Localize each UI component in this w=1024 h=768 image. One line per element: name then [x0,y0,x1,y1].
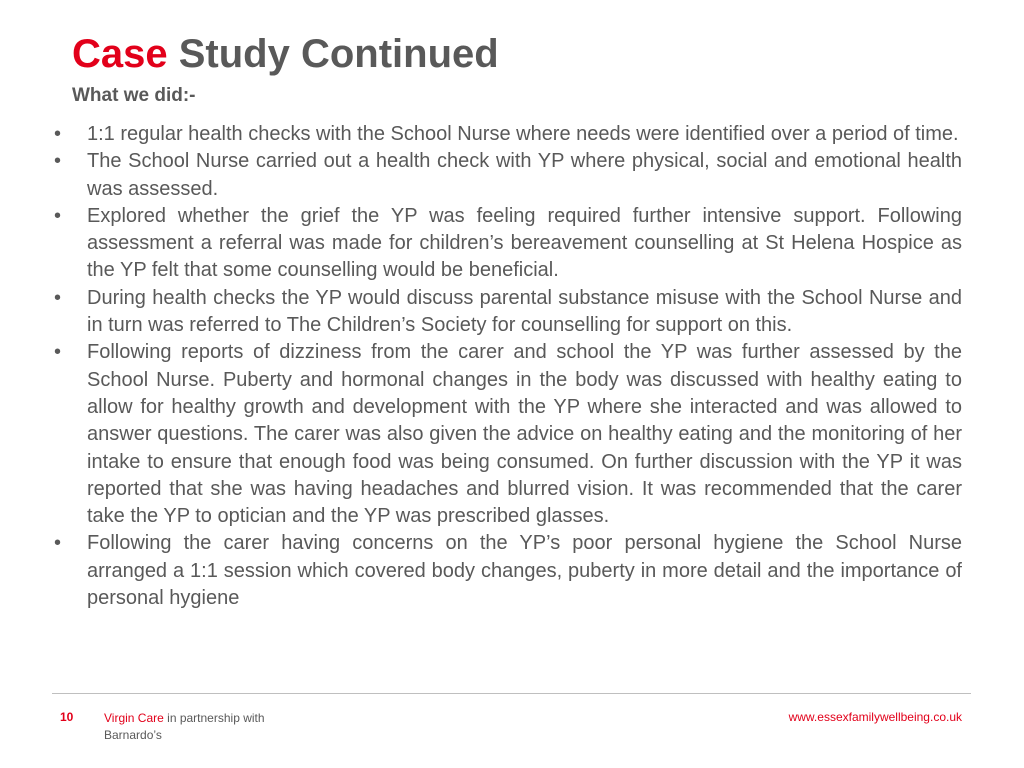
bullet-icon: • [54,123,62,145]
page-number: 10 [60,710,74,724]
bullet-icon: • [54,532,62,555]
bullet-list [52,121,962,612]
bullet-text: 1:1 regular health checks with the School Nurse where needs were identified over a period of time. [87,123,959,145]
bullet-icon: • [54,150,62,173]
footer-brand [104,710,324,744]
footer-divider [52,693,971,694]
slide-subtitle: What we did:- [72,85,196,106]
title-rest: Study Continued [178,32,499,76]
bullet-item [52,285,962,340]
bullet-text: During health checks the YP would discuss parental substance misuse with the School Nurse and in turn was referred to The Children’s Society for counselling for support on this. [87,286,962,337]
bullet-text: Following reports of dizziness from the carer and school the YP was further assessed by the School Nurse. Puberty and hormonal changes in the body was discussed with healthy eating to allow for healthy growth and development with the YP where she interacted and was allowed to answer questions. The carer was also given the advice on healthy eating and the monitoring of her intake to ensure that enough food was being consumed. On further discussion with the YP it was reported that she was having headaches and blurred vision. It was recommended that the carer take the YP to optician and the YP was prescribed glasses. [87,341,962,528]
bullet-text: Explored whether the grief the YP was feeling required further intensive support. Following assessment a referral was made for children’s bereavement counselling at St Helena Hospice as the YP felt that some counselling would be beneficial. [87,204,962,282]
brand-name: Virgin Care [104,711,164,725]
bullet-item [52,339,962,530]
bullet-item [52,203,962,285]
bullet-text: Following the carer having concerns on the YP’s poor personal hygiene the School Nurse arranged a 1:1 session which covered body changes, puberty in more detail and the importance of personal hygiene [87,532,962,610]
brand-partnership: in partnership with Barnardo’s [104,711,265,742]
bullet-icon: • [54,204,62,227]
bullet-icon: • [54,341,62,364]
bullet-item [52,121,962,148]
title-accent: Case [72,32,168,76]
bullet-text: The School Nurse carried out a health check with YP where physical, social and emotional health was assessed. [87,150,962,200]
bullet-icon: • [54,286,62,309]
slide-title [72,28,499,80]
bullet-item [52,530,962,612]
bullet-item [52,148,962,203]
website-link[interactable]: www.essexfamilywellbeing.co.uk [788,710,962,724]
